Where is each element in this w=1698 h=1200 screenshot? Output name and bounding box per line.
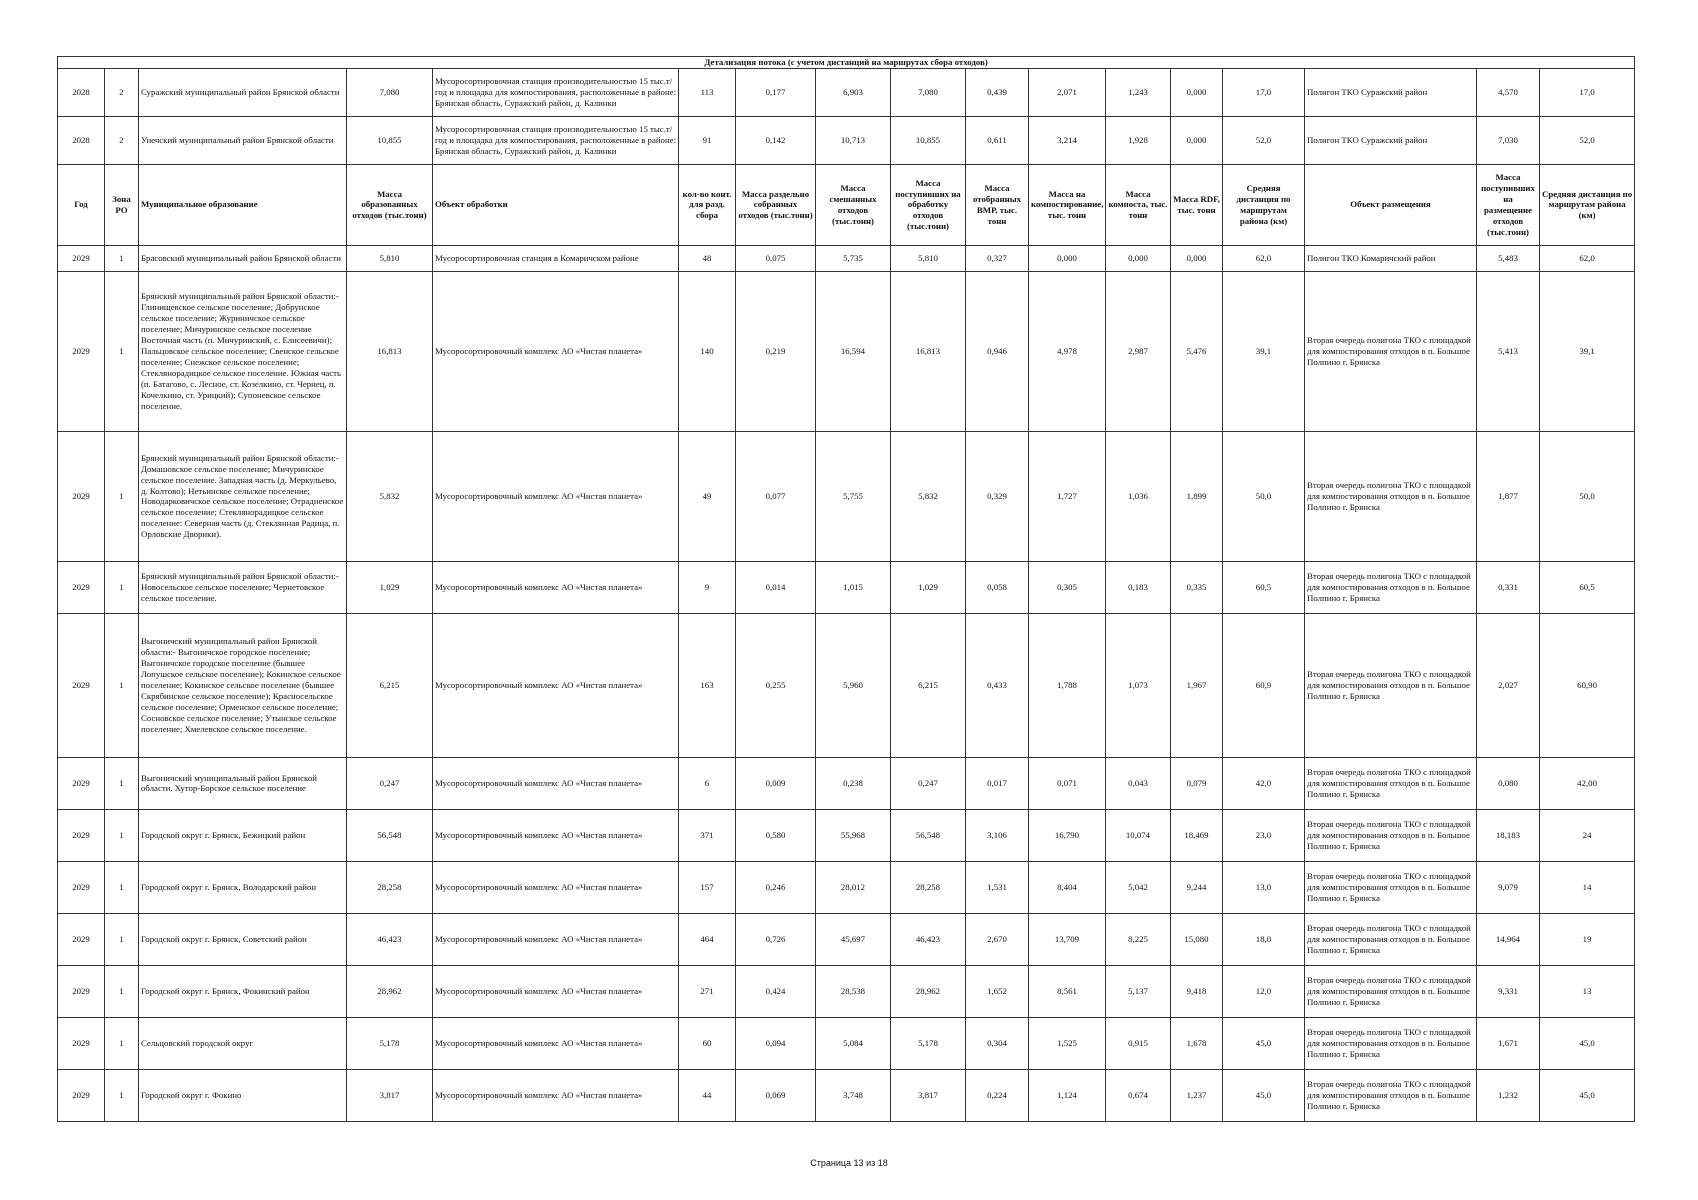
- cell-mass-generated: 5,810: [347, 245, 433, 271]
- cell-mass-compost: 0,674: [1106, 1069, 1171, 1121]
- cell-municipality: Сельцовский городской округ: [139, 1017, 347, 1069]
- table-row: [58, 757, 1635, 809]
- cell-year: 2029: [58, 757, 105, 809]
- cell-zone: 1: [105, 809, 139, 861]
- cell-mass-mixed: 0,238: [816, 757, 891, 809]
- cell-distance-disposal: 42,00: [1540, 757, 1635, 809]
- cell-mass-disposal: 18,183: [1477, 809, 1540, 861]
- cell-mass-mixed: 28,538: [816, 965, 891, 1017]
- cell-disposal-object: Вторая очередь полигона ТКО с площадкой для компостирования отходов в п. Большое Полпино г. Брянска: [1305, 431, 1477, 561]
- cell-mass-disposal: 1,877: [1477, 431, 1540, 561]
- cell-mass-compost: 1,243: [1106, 68, 1171, 116]
- cell-zone: 2: [105, 116, 139, 164]
- cell-distance: 62,0: [1223, 245, 1305, 271]
- cell-year: 2029: [58, 613, 105, 757]
- cell-mass-disposal: 5,483: [1477, 245, 1540, 271]
- cell-mass-mixed: 1,015: [816, 561, 891, 613]
- table-row: [58, 431, 1635, 561]
- cell-distance: 50,0: [1223, 431, 1305, 561]
- cell-zone: 1: [105, 861, 139, 913]
- column-header: Средняя дистанция по маршрутам района (км): [1540, 164, 1635, 245]
- cell-containers: 271: [679, 965, 736, 1017]
- cell-containers: 113: [679, 68, 736, 116]
- cell-distance-disposal: 60,90: [1540, 613, 1635, 757]
- cell-distance-disposal: 60,5: [1540, 561, 1635, 613]
- cell-mass-separate: 0,077: [736, 431, 816, 561]
- cell-distance: 12,0: [1223, 965, 1305, 1017]
- cell-mass-disposal: 0,331: [1477, 561, 1540, 613]
- cell-zone: 1: [105, 271, 139, 431]
- cell-mass-rdf: 1,237: [1171, 1069, 1223, 1121]
- cell-municipality: Городской округ г. Брянск, Володарский район: [139, 861, 347, 913]
- cell-year: 2029: [58, 431, 105, 561]
- cell-mass-rdf: 1,967: [1171, 613, 1223, 757]
- table-row: [58, 965, 1635, 1017]
- cell-processing-object: Мусоросортировочный комплекс АО «Чистая планета»: [433, 965, 679, 1017]
- cell-mass-generated: 28,962: [347, 965, 433, 1017]
- cell-mass-processing: 5,178: [891, 1017, 966, 1069]
- cell-distance: 18,0: [1223, 913, 1305, 965]
- cell-mass-compost: 0,043: [1106, 757, 1171, 809]
- cell-mass-recyclables: 2,670: [966, 913, 1029, 965]
- cell-mass-generated: 7,080: [347, 68, 433, 116]
- cell-municipality: Брасовский муниципальный район Брянской области: [139, 245, 347, 271]
- cell-mass-mixed: 5,755: [816, 431, 891, 561]
- cell-disposal-object: Вторая очередь полигона ТКО с площадкой для компостирования отходов в п. Большое Полпино г. Брянска: [1305, 809, 1477, 861]
- cell-mass-generated: 0,247: [347, 757, 433, 809]
- table-row: [58, 913, 1635, 965]
- cell-year: 2029: [58, 1069, 105, 1121]
- cell-mass-rdf: 0,335: [1171, 561, 1223, 613]
- cell-mass-rdf: 1,899: [1171, 431, 1223, 561]
- cell-mass-compost-input: 0,305: [1029, 561, 1106, 613]
- cell-disposal-object: Полигон ТКО Суражский район: [1305, 68, 1477, 116]
- column-header: Масса смешанных отходов (тыс.тонн): [816, 164, 891, 245]
- cell-processing-object: Мусоросортировочная станция производительностью 15 тыс.т/год и площадка для компостирования, расположенные в районе: Брянская область, Суражский район, д. Калинки: [433, 116, 679, 164]
- cell-municipality: Унечский муниципальный район Брянской области: [139, 116, 347, 164]
- cell-mass-compost-input: 1,124: [1029, 1069, 1106, 1121]
- cell-zone: 2: [105, 68, 139, 116]
- cell-distance: 13,0: [1223, 861, 1305, 913]
- cell-mass-compost-input: 1,525: [1029, 1017, 1106, 1069]
- cell-disposal-object: Вторая очередь полигона ТКО с площадкой для компостирования отходов в п. Большое Полпино г. Брянска: [1305, 913, 1477, 965]
- cell-distance: 45,0: [1223, 1017, 1305, 1069]
- cell-distance: 17,0: [1223, 68, 1305, 116]
- cell-mass-processing: 28,258: [891, 861, 966, 913]
- cell-mass-compost-input: 4,978: [1029, 271, 1106, 431]
- cell-mass-disposal: 9,331: [1477, 965, 1540, 1017]
- cell-mass-disposal: 0,080: [1477, 757, 1540, 809]
- cell-mass-mixed: 28,012: [816, 861, 891, 913]
- cell-distance: 42,0: [1223, 757, 1305, 809]
- cell-containers: 91: [679, 116, 736, 164]
- cell-year: 2029: [58, 561, 105, 613]
- cell-mass-compost: 0,000: [1106, 245, 1171, 271]
- cell-mass-processing: 5,810: [891, 245, 966, 271]
- cell-municipality: Брянский муниципальный район Брянской области:- Новосельское сельское поселение; Чернетовское сельское поселение.: [139, 561, 347, 613]
- waste-flow-table: [57, 56, 1635, 1122]
- cell-mass-recyclables: 0,304: [966, 1017, 1029, 1069]
- cell-mass-compost-input: 0,071: [1029, 757, 1106, 809]
- cell-mass-disposal: 9,079: [1477, 861, 1540, 913]
- cell-processing-object: Мусоросортировочный комплекс АО «Чистая планета»: [433, 613, 679, 757]
- cell-distance: 39,1: [1223, 271, 1305, 431]
- cell-distance: 52,0: [1223, 116, 1305, 164]
- cell-mass-separate: 0,255: [736, 613, 816, 757]
- cell-mass-processing: 5,832: [891, 431, 966, 561]
- cell-mass-processing: 7,080: [891, 68, 966, 116]
- cell-containers: 140: [679, 271, 736, 431]
- cell-mass-mixed: 5,735: [816, 245, 891, 271]
- cell-processing-object: Мусоросортировочный комплекс АО «Чистая планета»: [433, 861, 679, 913]
- cell-year: 2029: [58, 913, 105, 965]
- cell-mass-rdf: 9,418: [1171, 965, 1223, 1017]
- cell-zone: 1: [105, 1069, 139, 1121]
- cell-mass-separate: 0,177: [736, 68, 816, 116]
- column-header: Масса поступивших на обработку отходов (тыс.тонн): [891, 164, 966, 245]
- cell-mass-processing: 56,548: [891, 809, 966, 861]
- report-table-sheet: [57, 56, 1634, 1122]
- cell-mass-disposal: 2,027: [1477, 613, 1540, 757]
- cell-municipality: Городской округ г. Брянск, Фокинский район: [139, 965, 347, 1017]
- header-row: [58, 164, 1635, 245]
- cell-mass-compost: 10,074: [1106, 809, 1171, 861]
- column-header: Год: [58, 164, 105, 245]
- cell-mass-mixed: 6,903: [816, 68, 891, 116]
- cell-mass-compost-input: 13,709: [1029, 913, 1106, 965]
- cell-mass-separate: 0,726: [736, 913, 816, 965]
- table-row: [58, 245, 1635, 271]
- cell-distance: 60,9: [1223, 613, 1305, 757]
- cell-mass-disposal: 14,964: [1477, 913, 1540, 965]
- cell-mass-mixed: 55,968: [816, 809, 891, 861]
- table-row: [58, 561, 1635, 613]
- cell-mass-compost-input: 0,000: [1029, 245, 1106, 271]
- cell-zone: 1: [105, 965, 139, 1017]
- cell-mass-mixed: 5,960: [816, 613, 891, 757]
- table-row: [58, 613, 1635, 757]
- cell-year: 2029: [58, 271, 105, 431]
- cell-mass-rdf: 15,080: [1171, 913, 1223, 965]
- cell-mass-processing: 6,215: [891, 613, 966, 757]
- column-header: Масса RDF, тыс. тонн: [1171, 164, 1223, 245]
- column-header: Масса поступивших на размещение отходов (тыс.тонн): [1477, 164, 1540, 245]
- cell-zone: 1: [105, 613, 139, 757]
- column-header: кол-во конт. для разд. сбора: [679, 164, 736, 245]
- cell-mass-compost: 5,137: [1106, 965, 1171, 1017]
- column-header: Масса раздельно собранных отходов (тыс.тонн): [736, 164, 816, 245]
- cell-mass-compost: 1,036: [1106, 431, 1171, 561]
- cell-zone: 1: [105, 561, 139, 613]
- cell-mass-processing: 10,855: [891, 116, 966, 164]
- cell-mass-compost-input: 2,071: [1029, 68, 1106, 116]
- cell-containers: 157: [679, 861, 736, 913]
- column-header: Объект размещения: [1305, 164, 1477, 245]
- cell-mass-generated: 28,258: [347, 861, 433, 913]
- cell-mass-generated: 5,178: [347, 1017, 433, 1069]
- cell-processing-object: Мусоросортировочный комплекс АО «Чистая планета»: [433, 809, 679, 861]
- cell-processing-object: Мусоросортировочный комплекс АО «Чистая планета»: [433, 431, 679, 561]
- cell-mass-compost: 5,042: [1106, 861, 1171, 913]
- cell-mass-processing: 0,247: [891, 757, 966, 809]
- cell-zone: 1: [105, 1017, 139, 1069]
- table-row: [58, 271, 1635, 431]
- cell-mass-generated: 10,855: [347, 116, 433, 164]
- cell-municipality: Городской округ г. Брянск, Бежицкий район: [139, 809, 347, 861]
- cell-year: 2029: [58, 965, 105, 1017]
- cell-mass-recyclables: 0,224: [966, 1069, 1029, 1121]
- cell-municipality: Городской округ г. Брянск, Советский район: [139, 913, 347, 965]
- cell-disposal-object: Полигон ТКО Комаричский район: [1305, 245, 1477, 271]
- cell-mass-generated: 5,832: [347, 431, 433, 561]
- column-header: Масса компоста, тыс. тонн: [1106, 164, 1171, 245]
- cell-mass-recyclables: 0,611: [966, 116, 1029, 164]
- cell-containers: 60: [679, 1017, 736, 1069]
- cell-processing-object: Мусоросортировочная станция в Комаричском районе: [433, 245, 679, 271]
- caption-row: [58, 57, 1635, 69]
- cell-mass-separate: 0,075: [736, 245, 816, 271]
- cell-processing-object: Мусоросортировочная станция производительностью 15 тыс.т/год и площадка для компостирования, расположенные в районе: Брянская область, Суражский район, д. Калинки: [433, 68, 679, 116]
- cell-processing-object: Мусоросортировочный комплекс АО «Чистая планета»: [433, 1069, 679, 1121]
- cell-zone: 1: [105, 431, 139, 561]
- cell-mass-recyclables: 1,652: [966, 965, 1029, 1017]
- cell-mass-processing: 16,813: [891, 271, 966, 431]
- cell-mass-disposal: 4,570: [1477, 68, 1540, 116]
- cell-mass-separate: 0,014: [736, 561, 816, 613]
- cell-year: 2028: [58, 116, 105, 164]
- cell-containers: 48: [679, 245, 736, 271]
- cell-containers: 6: [679, 757, 736, 809]
- cell-zone: 1: [105, 757, 139, 809]
- cell-mass-compost: 8,225: [1106, 913, 1171, 965]
- cell-mass-separate: 0,009: [736, 757, 816, 809]
- cell-distance: 60,5: [1223, 561, 1305, 613]
- cell-mass-separate: 0,219: [736, 271, 816, 431]
- table-body: [58, 57, 1635, 1122]
- cell-mass-rdf: 0,000: [1171, 68, 1223, 116]
- cell-distance-disposal: 62,0: [1540, 245, 1635, 271]
- page-number: Страница 13 из 18: [810, 1158, 888, 1168]
- cell-mass-separate: 0,094: [736, 1017, 816, 1069]
- cell-mass-generated: 56,548: [347, 809, 433, 861]
- column-header: Зона РО: [105, 164, 139, 245]
- table-row: [58, 1069, 1635, 1121]
- cell-disposal-object: Вторая очередь полигона ТКО с площадкой для компостирования отходов в п. Большое Полпино г. Брянска: [1305, 613, 1477, 757]
- cell-mass-rdf: 0,000: [1171, 245, 1223, 271]
- cell-mass-processing: 28,962: [891, 965, 966, 1017]
- cell-mass-processing: 1,029: [891, 561, 966, 613]
- cell-disposal-object: Полигон ТКО Суражский район: [1305, 116, 1477, 164]
- cell-municipality: Брянский муниципальный район Брянской области:- Глинищевское сельское поселение; Добрунское сельское поселение; Журиничское сельское поселение; Мичуринское сельское поселение Восточная часть (п. Мичуринский, с. Елисеевичи); Пальцовское сельское поселение; Свенское сельское поселение; Снежское сельское поселение; Стеклянорадицкое сельское поселение. Южная часть (п. Батагово, с. Лесное, ст. Козелкино, ст. Чернец, п. Кочелкино, ст. Урицкий); Супоневское сельское поселение.: [139, 271, 347, 431]
- cell-year: 2028: [58, 68, 105, 116]
- cell-mass-compost: 0,915: [1106, 1017, 1171, 1069]
- cell-mass-compost-input: 16,790: [1029, 809, 1106, 861]
- cell-mass-rdf: 1,678: [1171, 1017, 1223, 1069]
- cell-mass-compost: 2,987: [1106, 271, 1171, 431]
- table-row: [58, 68, 1635, 116]
- column-header: Масса образованных отходов (тыс.тонн): [347, 164, 433, 245]
- cell-mass-recyclables: 0,439: [966, 68, 1029, 116]
- cell-mass-generated: 6,215: [347, 613, 433, 757]
- cell-mass-rdf: 0,000: [1171, 116, 1223, 164]
- cell-containers: 49: [679, 431, 736, 561]
- cell-mass-disposal: 5,413: [1477, 271, 1540, 431]
- cell-mass-recyclables: 0,329: [966, 431, 1029, 561]
- table-caption: Детализация потока (с учетом дистанций на маршрутах сбора отходов): [58, 57, 1635, 69]
- cell-disposal-object: Вторая очередь полигона ТКО с площадкой для компостирования отходов в п. Большое Полпино г. Брянска: [1305, 757, 1477, 809]
- table-row: [58, 1017, 1635, 1069]
- cell-distance: 45,0: [1223, 1069, 1305, 1121]
- cell-mass-mixed: 5,084: [816, 1017, 891, 1069]
- cell-year: 2029: [58, 861, 105, 913]
- cell-mass-generated: 1,029: [347, 561, 433, 613]
- column-header: Масса на компостирование, тыс. тонн: [1029, 164, 1106, 245]
- column-header: Средняя дистанция по маршрутам района (км): [1223, 164, 1305, 245]
- cell-mass-rdf: 18,469: [1171, 809, 1223, 861]
- cell-disposal-object: Вторая очередь полигона ТКО с площадкой для компостирования отходов в п. Большое Полпино г. Брянска: [1305, 561, 1477, 613]
- cell-disposal-object: Вторая очередь полигона ТКО с площадкой для компостирования отходов в п. Большое Полпино г. Брянска: [1305, 1069, 1477, 1121]
- cell-mass-rdf: 9,244: [1171, 861, 1223, 913]
- cell-mass-separate: 0,246: [736, 861, 816, 913]
- cell-processing-object: Мусоросортировочный комплекс АО «Чистая планета»: [433, 561, 679, 613]
- cell-mass-compost-input: 8,404: [1029, 861, 1106, 913]
- cell-mass-separate: 0,424: [736, 965, 816, 1017]
- cell-mass-recyclables: 0,327: [966, 245, 1029, 271]
- column-header: Объект обработки: [433, 164, 679, 245]
- cell-mass-compost: 1,928: [1106, 116, 1171, 164]
- cell-distance-disposal: 50,0: [1540, 431, 1635, 561]
- column-header: Масса отобранных ВМР, тыс. тонн: [966, 164, 1029, 245]
- cell-mass-disposal: 1,671: [1477, 1017, 1540, 1069]
- cell-mass-rdf: 5,476: [1171, 271, 1223, 431]
- cell-distance-disposal: 24: [1540, 809, 1635, 861]
- cell-disposal-object: Вторая очередь полигона ТКО с площадкой для компостирования отходов в п. Большое Полпино г. Брянска: [1305, 861, 1477, 913]
- cell-disposal-object: Вторая очередь полигона ТКО с площадкой для компостирования отходов в п. Большое Полпино г. Брянска: [1305, 965, 1477, 1017]
- cell-distance-disposal: 13: [1540, 965, 1635, 1017]
- cell-zone: 1: [105, 913, 139, 965]
- cell-distance-disposal: 17,0: [1540, 68, 1635, 116]
- cell-processing-object: Мусоросортировочный комплекс АО «Чистая планета»: [433, 913, 679, 965]
- cell-processing-object: Мусоросортировочный комплекс АО «Чистая планета»: [433, 271, 679, 431]
- cell-distance-disposal: 45,0: [1540, 1069, 1635, 1121]
- cell-mass-disposal: 1,232: [1477, 1069, 1540, 1121]
- cell-mass-disposal: 7,030: [1477, 116, 1540, 164]
- cell-mass-separate: 0,142: [736, 116, 816, 164]
- cell-mass-compost-input: 1,788: [1029, 613, 1106, 757]
- cell-containers: 9: [679, 561, 736, 613]
- cell-mass-compost-input: 1,727: [1029, 431, 1106, 561]
- cell-disposal-object: Вторая очередь полигона ТКО с площадкой для компостирования отходов в п. Большое Полпино г. Брянска: [1305, 1017, 1477, 1069]
- cell-mass-processing: 3,817: [891, 1069, 966, 1121]
- cell-municipality: Городской округ г. Фокино: [139, 1069, 347, 1121]
- cell-mass-processing: 46,423: [891, 913, 966, 965]
- cell-mass-separate: 0,069: [736, 1069, 816, 1121]
- cell-mass-separate: 0,580: [736, 809, 816, 861]
- cell-mass-rdf: 0,079: [1171, 757, 1223, 809]
- cell-distance-disposal: 45,0: [1540, 1017, 1635, 1069]
- cell-mass-recyclables: 3,106: [966, 809, 1029, 861]
- cell-mass-compost: 0,183: [1106, 561, 1171, 613]
- cell-mass-compost-input: 8,561: [1029, 965, 1106, 1017]
- cell-mass-compost-input: 3,214: [1029, 116, 1106, 164]
- cell-year: 2029: [58, 245, 105, 271]
- cell-mass-mixed: 3,748: [816, 1069, 891, 1121]
- cell-mass-mixed: 45,697: [816, 913, 891, 965]
- cell-municipality: Выгоничский муниципальный район Брянской области. Хутор-Борское сельское поселение: [139, 757, 347, 809]
- cell-containers: 44: [679, 1069, 736, 1121]
- cell-mass-generated: 16,813: [347, 271, 433, 431]
- cell-municipality: Брянский муниципальный район Брянской области:- Домашовское сельское поселение; Мичуринское сельское поселение. Западная часть (д. Меркульево, д. Колтово); Нетьинское сельское поселение; Новодарковичское сельское поселение; Отрадненское сельское поселение; Стеклянорадицкое сельское поселение: Северная часть (д. Стеклянная Радица, п. Орловские Дворики).: [139, 431, 347, 561]
- cell-mass-compost: 1,073: [1106, 613, 1171, 757]
- cell-distance-disposal: 52,0: [1540, 116, 1635, 164]
- cell-containers: 464: [679, 913, 736, 965]
- cell-containers: 371: [679, 809, 736, 861]
- cell-zone: 1: [105, 245, 139, 271]
- cell-mass-recyclables: 0,433: [966, 613, 1029, 757]
- cell-distance: 23,0: [1223, 809, 1305, 861]
- cell-mass-mixed: 16,594: [816, 271, 891, 431]
- column-header: Муниципальное образование: [139, 164, 347, 245]
- cell-year: 2029: [58, 809, 105, 861]
- cell-distance-disposal: 19: [1540, 913, 1635, 965]
- cell-distance-disposal: 39,1: [1540, 271, 1635, 431]
- table-row: [58, 809, 1635, 861]
- cell-mass-recyclables: 0,946: [966, 271, 1029, 431]
- cell-municipality: Выгоничский муниципальный район Брянской области:- Выгоничское городское поселение; Выгоничское городское поселение (бывшее Лопушское сельское поселение); Кокинское сельское поселение; Кокинское сельское поселение (бывшее Скрябинское сельское поселение); Красносельское сельское поселение; Орменское сельское поселение; Сосновское сельское поселение; Утынское сельское поселение; Хмелевское сельское поселение.: [139, 613, 347, 757]
- table-row: [58, 861, 1635, 913]
- cell-municipality: Суражский муниципальный район Брянской области: [139, 68, 347, 116]
- cell-distance-disposal: 14: [1540, 861, 1635, 913]
- cell-containers: 163: [679, 613, 736, 757]
- cell-mass-generated: 46,423: [347, 913, 433, 965]
- cell-mass-recyclables: 1,531: [966, 861, 1029, 913]
- cell-disposal-object: Вторая очередь полигона ТКО с площадкой для компостирования отходов в п. Большое Полпино г. Брянска: [1305, 271, 1477, 431]
- cell-mass-generated: 3,817: [347, 1069, 433, 1121]
- table-row: [58, 116, 1635, 164]
- cell-year: 2029: [58, 1017, 105, 1069]
- cell-mass-recyclables: 0,058: [966, 561, 1029, 613]
- cell-processing-object: Мусоросортировочный комплекс АО «Чистая планета»: [433, 1017, 679, 1069]
- cell-mass-recyclables: 0,017: [966, 757, 1029, 809]
- cell-processing-object: Мусоросортировочный комплекс АО «Чистая планета»: [433, 757, 679, 809]
- cell-mass-mixed: 10,713: [816, 116, 891, 164]
